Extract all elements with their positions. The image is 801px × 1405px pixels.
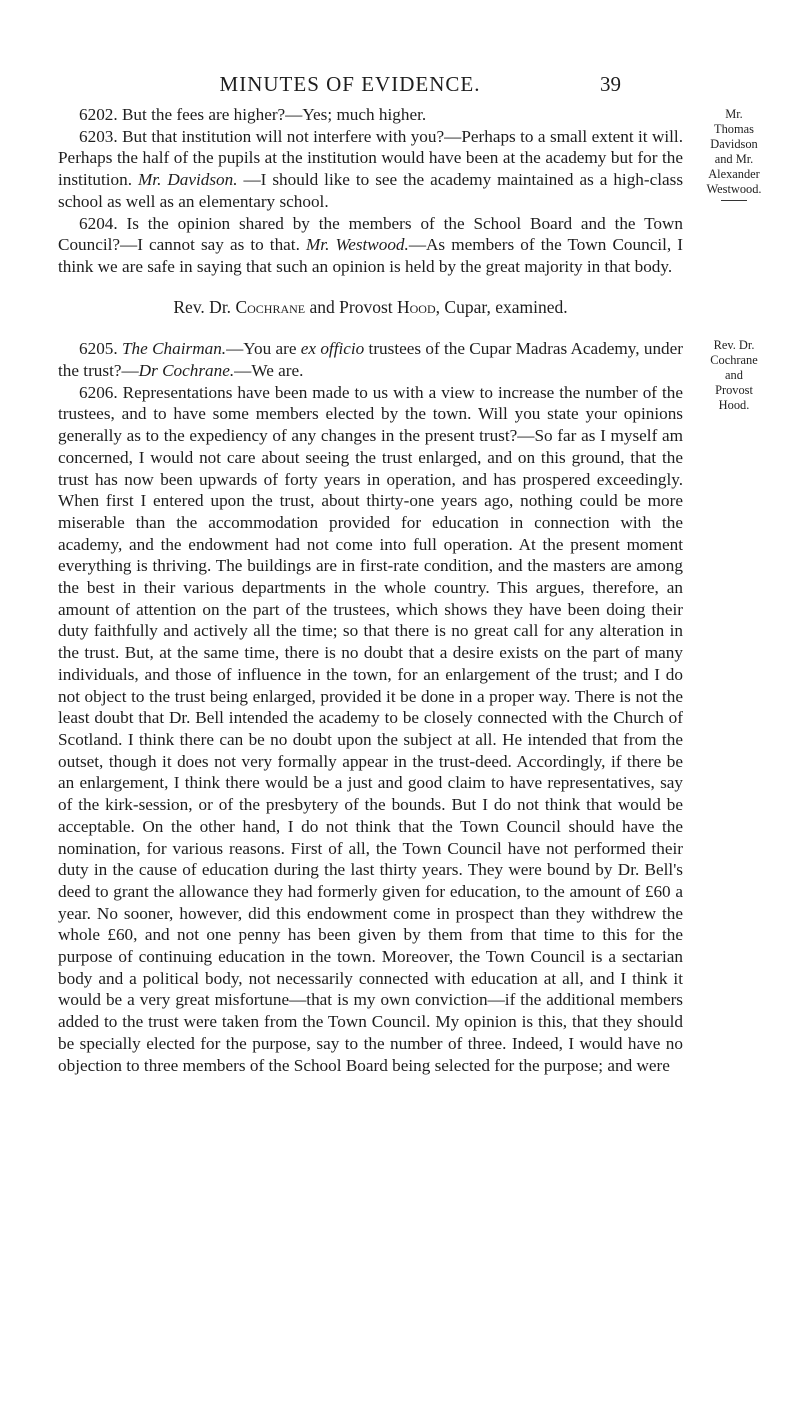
heading-prefix: Rev. Dr. (173, 296, 236, 317)
question-6205 (58, 338, 683, 381)
margin-note-rule (721, 200, 747, 201)
margin-note-line: Thomas (714, 122, 754, 136)
answer-text: —I should like to see the academy maintained as a high-class school as well as an elementary school. (58, 170, 684, 211)
question-number: 6205. (79, 339, 122, 359)
question-6203 (58, 126, 683, 213)
margin-note-line: Hood. (718, 398, 750, 412)
question-text: trustees of the Cupar Madras Academy, under the trust?— (58, 339, 683, 381)
margin-note-line: and Mr. (714, 152, 754, 166)
answer-text: —As members of the Town Council, I think we are safe in saying that such an opinion is held by the great majority in that body. (58, 235, 683, 276)
speaker-name: Mr. Westwood. (305, 235, 409, 255)
margin-note-line: Rev. Dr. (713, 338, 755, 352)
question-6202: 6202. But the fees are higher?—Yes; much higher. (79, 105, 427, 124)
speaker-name: Mr. Davidson. (137, 170, 238, 190)
margin-note-line: Cochrane (710, 353, 758, 367)
margin-note-witnesses-cochrane-hood (688, 338, 780, 413)
margin-note-line: Mr. (725, 107, 743, 121)
running-head (0, 72, 801, 98)
heading-middle: and Provost (305, 296, 397, 317)
margin-note-line: Davidson (710, 137, 758, 151)
heading-suffix: , Cupar, examined. (435, 296, 568, 317)
margin-note-line: Westwood. (706, 182, 762, 196)
page-number: 39 (600, 72, 621, 96)
margin-note-line: Alexander (708, 167, 760, 181)
witness-name: Cochrane (235, 296, 306, 317)
margin-note-witnesses-davidson-westwood (688, 107, 780, 201)
answer-text: —We are. (234, 361, 304, 381)
speaker-name: The Chairman. (121, 339, 227, 359)
question-6204 (58, 213, 683, 278)
question-text: —You are (226, 339, 301, 359)
margin-note-line: Provost (715, 383, 753, 397)
witness-heading (58, 297, 683, 319)
witness-name: Hood (397, 296, 436, 317)
speaker-name: Dr Cochrane. (138, 361, 235, 381)
question-6206: 6206. Representations have been made to us with a view to increase the number of the trustees, and to have some members elected by the town. Will you state your opinions generally as to the expediency of any changes in the present trust?—So far as I myself am concerned, I would not care about seeing the trust enlarged, and on this ground, that the trust has now been upwards of forty years in operation, and has prospered exceedingly. When first I entered upon the trust, about thirty-one years ago, nothing could be more miserable than the accommodation provided for education in connection with the academy, and the endowment had not come into full operation. At the present moment everything is thriving. The buildings are in first-rate condition, and the masters are among the best in their various departments in the whole country. This argues, therefore, an amount of attention on the part of the trustees, which shows they have been doing their duty faithfully and actively all the time; so that there is no great call for any alteration in the trust. But, at the same time, there is no doubt that a desire exists on the part of many individuals, and those of influence in the town, for an enlargement of the trust; and I do not object to the trust being enlarged, provided it be done in a proper way. There is not the least doubt that Dr. Bell intended the academy to be closely connected with the Church of Scotland. I think there can be no doubt upon the subject at all. He intended that from the outset, though it does not very formally appear in the trust-deed. Accordingly, if there be an enlargement, I think there would be a just and good claim to have representatives, say of the kirk-session, or of the presbytery of the bounds. But I do not think that would be acceptable. On the other hand, I do not think that the Town Council should have the nomination, for various reasons. First of all, the Town Council have not performed their duty in the cause of education during the last thirty years. They were bound by Dr. Bell's deed to grant the allowance they had formerly given for education, to the amount of £60 a year. No sooner, however, did this endowment come in prospect than they withdrew the whole £60, and not one penny has been given by them from that time to this for the purpose of continuing education in the town. Moreover, the Town Council is a sectarian body and a political body, not necessarily connected with education at all, and I think it would be a very great misfortune—that is my own conviction—if the additional members added to the trust were taken from the Town Council. My opinion is this, that they should be specially elected for the purpose, say to the number of three. Indeed, I would have no objection to three members of the School Board being selected for the purpose; and were (58, 382, 683, 1075)
latin-phrase: ex officio (300, 339, 365, 359)
question-text: 6204. Is the opinion shared by the members of the School Board and the Town Council?—I cannot say as to that. (58, 213, 683, 255)
running-title: MINUTES OF EVIDENCE. (219, 72, 481, 96)
question-text: 6203. But that institution will not interfere with you?—Perhaps to a small extent it will. Perhaps the half of the pupils at the institution would have been at the academy but for the institution. (58, 126, 683, 190)
margin-note-line: and (725, 368, 743, 382)
body-text (58, 104, 683, 1076)
